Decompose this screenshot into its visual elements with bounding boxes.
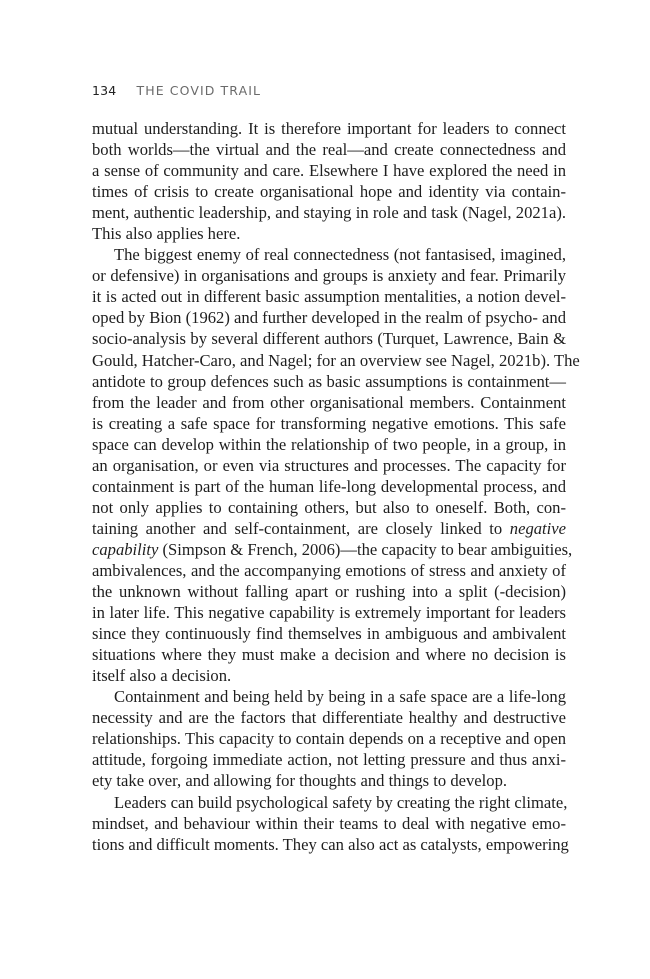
text-line: tions and difficult moments. They can also act as catalysts, empowering — [92, 834, 569, 854]
text-line: containment is part of the human life-long developmental process, and — [92, 476, 566, 496]
text-line: relationships. This capacity to contain depends on a receptive and open — [92, 729, 566, 749]
text-line: itself also a decision. — [92, 666, 232, 686]
running-head — [92, 83, 261, 98]
text-line: the unknown without falling apart or rushing into a split (-decision) — [92, 582, 566, 602]
text-line: since they continuously find themselves in ambiguous and ambivalent — [92, 624, 566, 644]
text-line: The biggest enemy of real connectedness (not fantasised, imagined, — [114, 245, 566, 265]
text-line: This also applies here. — [92, 224, 241, 244]
text-line: socio-analysis by several different authors (Turquet, Lawrence, Bain & — [92, 329, 566, 349]
text-line: oped by Bion (1962) and further developed in the realm of psycho- and — [92, 308, 566, 328]
book-title: THE COVID TRAIL — [136, 83, 262, 98]
text-line-with-italic — [92, 539, 573, 560]
text-line: both worlds—the virtual and the real—and create connectedness and — [92, 140, 566, 160]
text-line: antidote to group defences such as basic assumptions is containment— — [92, 371, 566, 391]
text-line: from the leader and from other organisational members. Containment — [92, 392, 566, 412]
text-line: or defensive) in organisations and groups is anxiety and fear. Primarily — [92, 266, 566, 286]
text-line: space can develop within the relationship of two people, in a group, in — [92, 434, 566, 454]
text-line: situations where they must make a decision and where no decision is — [92, 645, 566, 665]
text-line: not only applies to containing others, but also to oneself. Both, con- — [92, 497, 566, 517]
text-line: a sense of community and care. Elsewhere I have explored the need in — [92, 161, 566, 181]
text-line: necessity and are the factors that differentiate healthy and destructive — [92, 708, 566, 728]
text-line: Leaders can build psychological safety by creating the right climate, — [114, 792, 568, 812]
text-run: taining another and self-containment, are closely linked to — [92, 518, 510, 538]
page-number: 134 — [92, 83, 117, 98]
text-line: attitude, forgoing immediate action, not letting pressure and thus anxi- — [92, 750, 566, 770]
text-line: it is acted out in different basic assumption mentalities, a notion devel- — [92, 287, 566, 307]
italic-term: negative — [509, 518, 566, 538]
text-line: ment, authentic leadership, and staying in role and task (Nagel, 2021a). — [92, 203, 566, 223]
text-line: an organisation, or even via structures and processes. The capacity for — [92, 455, 566, 475]
text-line: Containment and being held by being in a safe space are a life-long — [114, 687, 566, 707]
italic-term: capability — [92, 539, 159, 559]
text-line: times of crisis to create organisational hope and identity via contain- — [92, 182, 566, 202]
text-line: in later life. This negative capability is extremely important for leaders — [92, 603, 566, 623]
text-line: ambivalences, and the accompanying emotions of stress and anxiety of — [92, 560, 566, 580]
text-line-with-italic — [92, 518, 566, 539]
text-line: mindset, and behaviour within their teams to deal with negative emo- — [92, 813, 566, 833]
text-line: ety take over, and allowing for thoughts and things to develop. — [92, 771, 508, 791]
text-run: (Simpson & French, 2006)—the capacity to bear ambiguities, — [158, 539, 573, 559]
text-line: is creating a safe space for transforming negative emotions. This safe — [92, 413, 566, 433]
body-text — [92, 118, 580, 855]
text-line: Gould, Hatcher-Caro, and Nagel; for an overview see Nagel, 2021b). The — [92, 350, 580, 370]
text-line: mutual understanding. It is therefore important for leaders to connect — [92, 119, 566, 138]
